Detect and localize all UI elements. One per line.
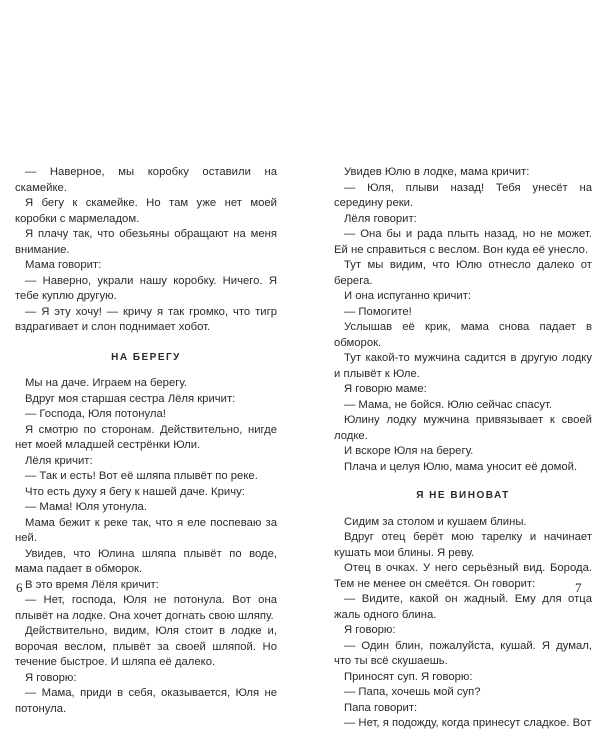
paragraph: — Нет, я подожду, когда принесут сладкое. Вот — [344, 717, 592, 729]
paragraph: Я говорю маме: — [344, 383, 427, 395]
paragraph: Тут какой-то мужчина садится в другую лодку и плывёт к Юле. — [334, 352, 592, 380]
paragraph: — Так и есть! Вот её шляпа плывёт по реке. — [25, 470, 258, 482]
paragraph: Отец в очках. У него серьёзный вид. Борода. Тем не менее он смеётся. Он говорит: — [334, 562, 592, 590]
paragraph: Лёля говорит: — [344, 212, 417, 225]
paragraph: Я плачу так, что обезьяны обращают на меня внимание. — [15, 228, 277, 256]
paragraph: — Я эту хочу! — кричу я так громко, что тигр вздрагивает и слон поднимает хобот. — [15, 305, 277, 333]
paragraph: — Наверное, мы коробку оставили на скамейке. — [15, 166, 277, 194]
paragraph: Что есть духу я бегу к нашей даче. Кричу: — [25, 485, 245, 498]
page-number: 6 — [16, 580, 23, 595]
paragraph: Лёля кричит: — [25, 454, 93, 467]
paragraph: Я говорю: — [25, 671, 77, 684]
paragraph: — Мама, приди в себя, оказывается, Юля не потонула. — [15, 687, 277, 715]
paragraph: Увидев, что Юлина шляпа плывёт по воде, мама падает в обморок. — [15, 547, 277, 575]
paragraph: И она испуганно кричит: — [344, 290, 472, 302]
chapter-heading: НА БЕРЕГУ — [111, 351, 181, 363]
paragraph: Папа говорит: — [344, 701, 418, 714]
paragraph: Вдруг отец берёт мою тарелку и начинает кушать мои блины. Я реву. — [334, 531, 592, 559]
paragraph: Я смотрю по сторонам. Действительно, нигде нет моей младшей сестрёнки Юли. — [15, 423, 277, 451]
paragraph: Тут мы видим, что Юлю отнесло далеко от берега. — [334, 259, 592, 287]
paragraph: Сидим за столом и кушаем блины. — [344, 515, 527, 528]
paragraph: — Юля, плыви назад! Тебя унесёт на середину реки. — [334, 181, 592, 209]
paragraph: — Помогите! — [344, 305, 412, 318]
paragraph: Мама говорит: — [25, 259, 102, 271]
paragraph: — Она бы и рада плыть назад, но не может. Ей не справиться с веслом. Вон куда её унесло. — [334, 228, 592, 256]
paragraph: Увидев Юлю в лодке, мама кричит: — [344, 166, 530, 178]
right-text-column — [334, 165, 592, 732]
paragraph: Действительно, видим, Юля стоит в лодке и, ворочая веслом, плывёт за своей шляпой. Но течение быстрое. И шляпа её далеко. — [15, 625, 277, 668]
chapter-heading: Я НЕ ВИНОВАТ — [416, 490, 510, 501]
paragraph: Мама бежит к реке так, что я еле поспеваю за ней. — [15, 516, 277, 544]
paragraph: — Папа, хочешь мой суп? — [344, 686, 481, 698]
paragraph: В это время Лёля кричит: — [25, 578, 159, 591]
paragraph: — Наверно, украли нашу коробку. Ничего. Я тебе куплю другую. — [15, 274, 277, 302]
page-number: 7 — [575, 580, 582, 595]
paragraph: — Мама, не бойся. Юлю сейчас спасут. — [344, 398, 553, 411]
paragraph: — Господа, Юля потонула! — [25, 408, 166, 420]
paragraph: Юлину лодку мужчина привязывает к своей лодке. — [334, 414, 592, 442]
paragraph: Мы на даче. Играем на берегу. — [25, 377, 188, 389]
paragraph: Вдруг моя старшая сестра Лёля кричит: — [25, 392, 236, 405]
paragraph: Плача и целуя Юлю, мама уносит её домой. — [344, 460, 578, 473]
paragraph: — Мама! Юля утонула. — [25, 501, 147, 513]
paragraph: — Один блин, пожалуйста, кушай. Я думал, что ты всё скушаешь. — [334, 639, 592, 667]
paragraph: И вскоре Юля на берегу. — [344, 445, 474, 457]
paragraph: Услышав её крик, мама снова падает в обморок. — [334, 321, 592, 349]
paragraph: Приносят суп. Я говорю: — [344, 670, 473, 683]
paragraph: — Видите, какой он жадный. Ему для отца жаль одного блина. — [334, 593, 592, 621]
paragraph: Я говорю: — [344, 624, 396, 636]
right-page — [300, 0, 600, 750]
paragraph: — Нет, господа, Юля не потонула. Вот она плывёт на лодке. Она хочет догнать свою шляпу. — [15, 594, 277, 622]
paragraph: Я бегу к скамейке. Но там уже нет моей коробки с мармеладом. — [15, 197, 277, 225]
left-text-column — [15, 165, 277, 717]
